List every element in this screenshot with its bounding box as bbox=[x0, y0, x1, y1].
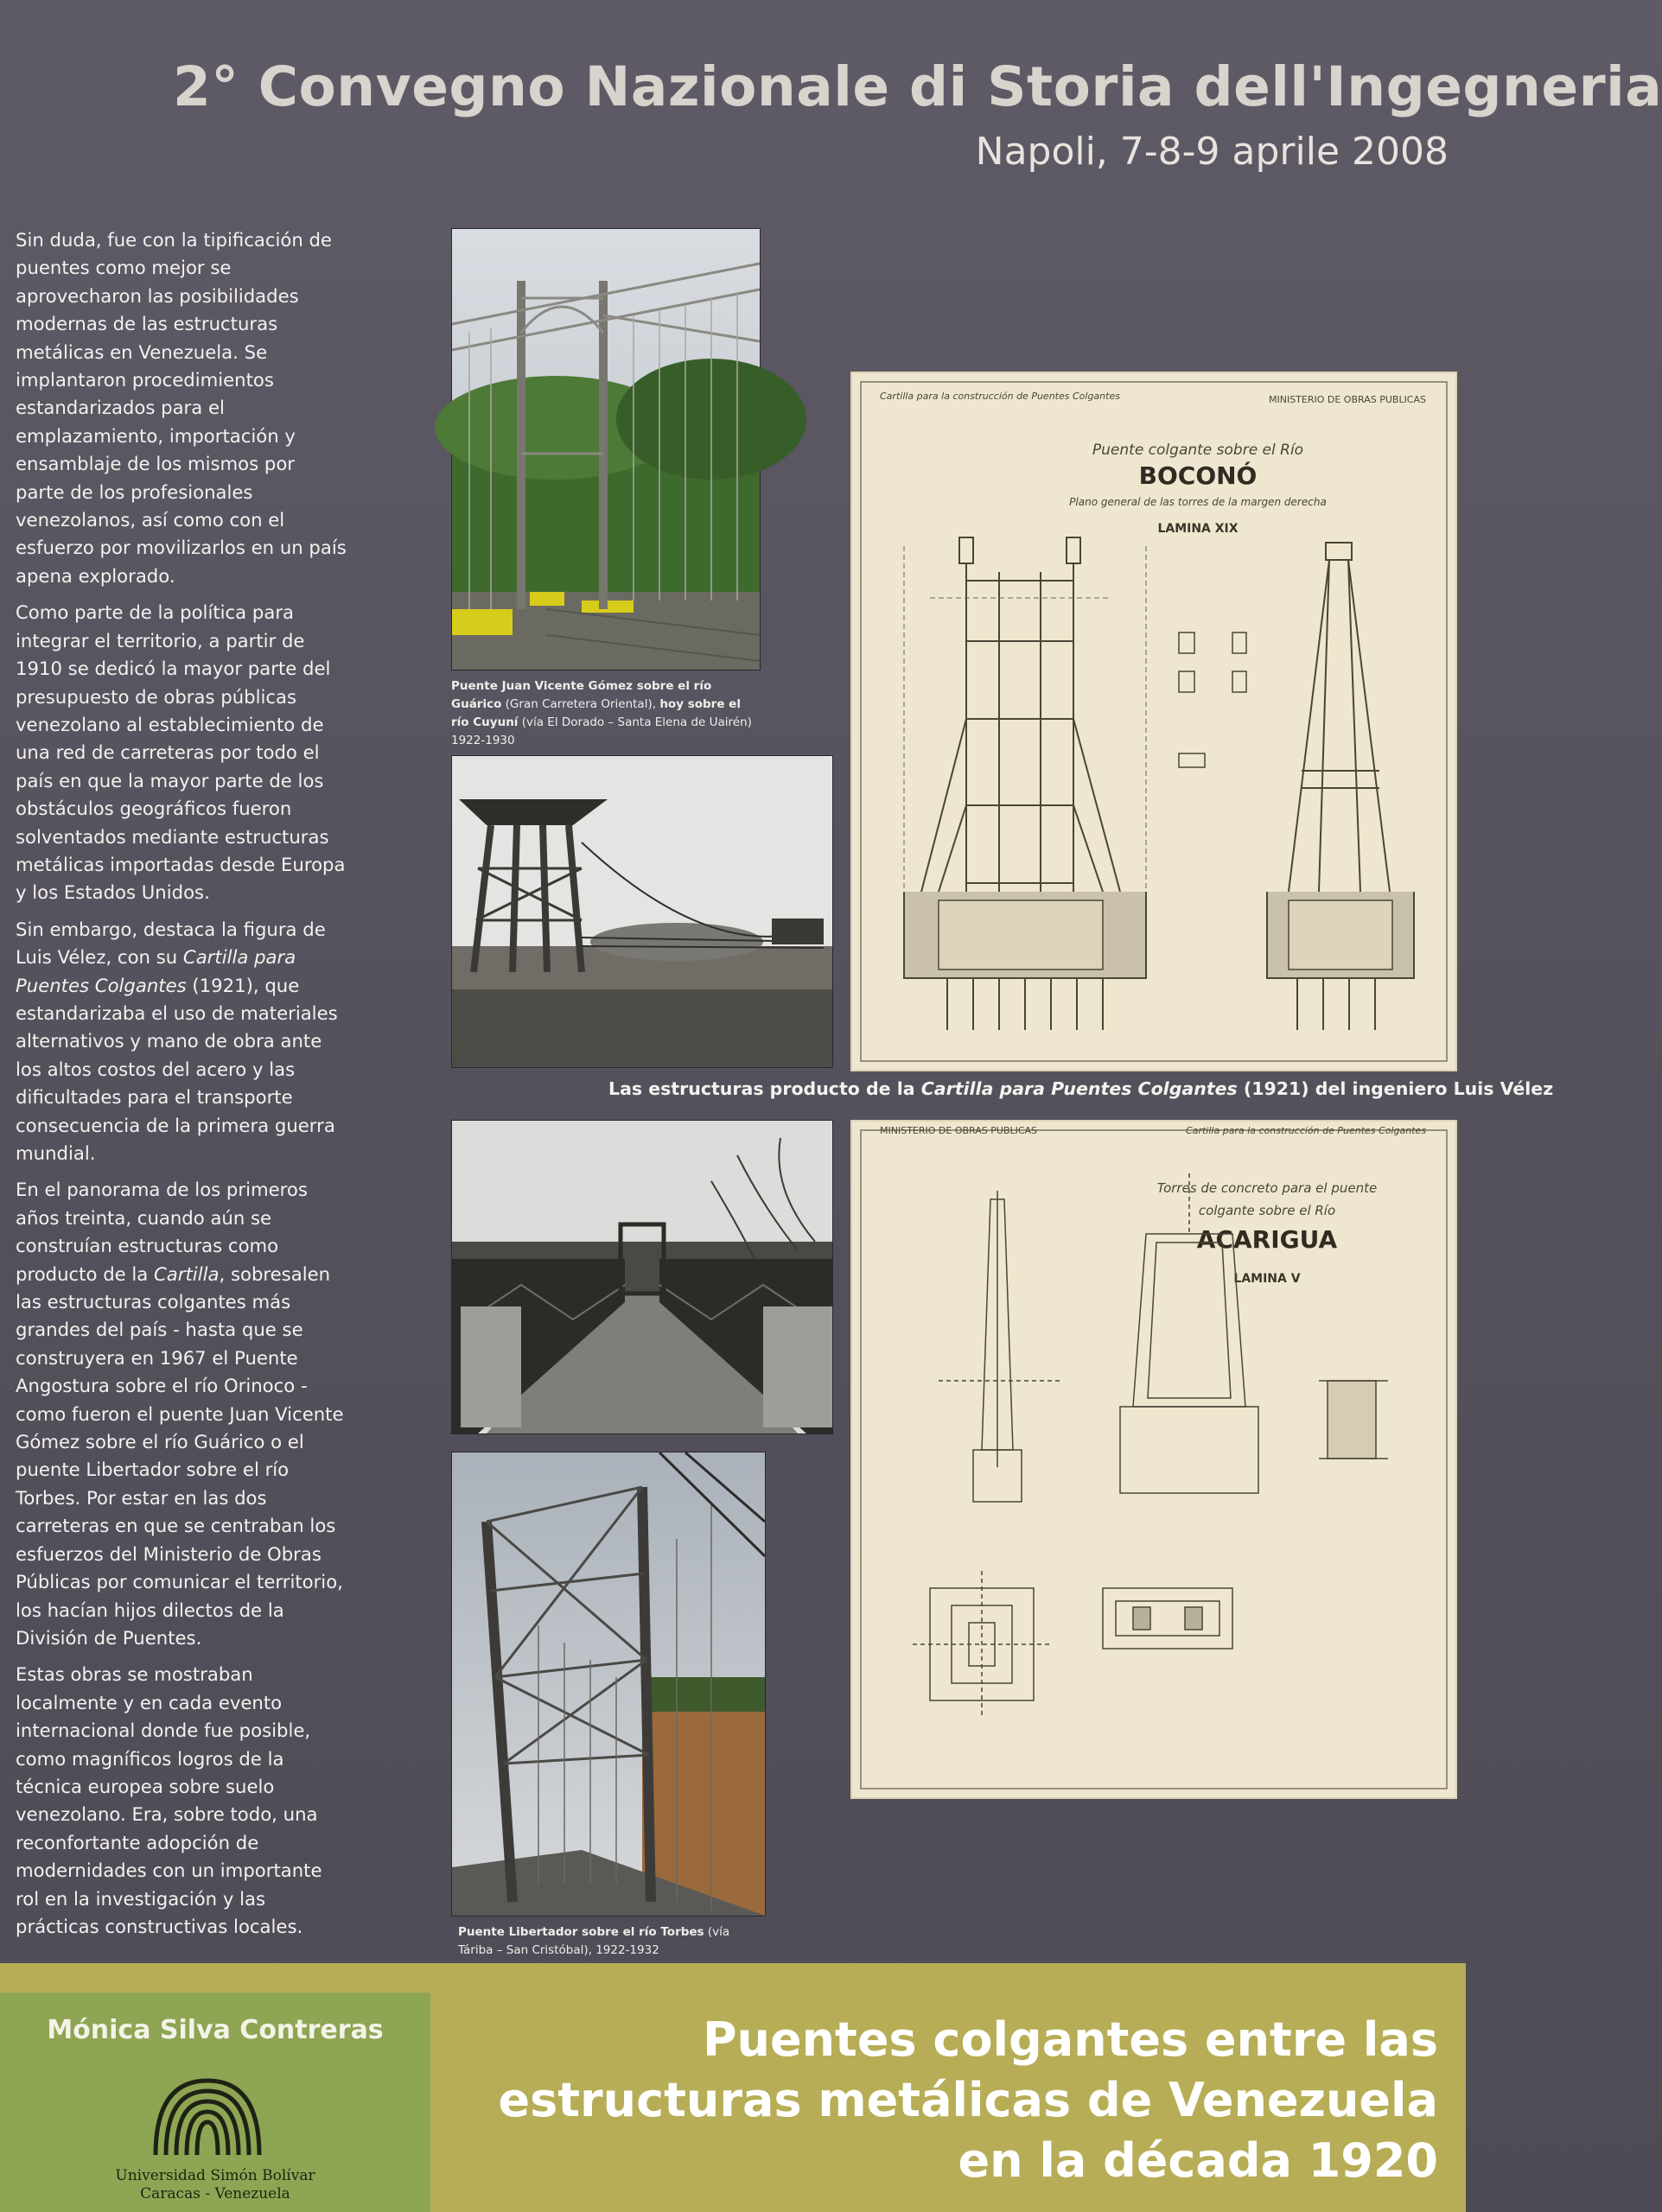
plan1-lamina: LAMINA XIX bbox=[1157, 522, 1239, 536]
photo-caption-juan-vicente-gomez: Puente Juan Vicente Gómez sobre el río Guárico (Gran Carretera Oriental), hoy sobre el río Cuyuní (vía El Dorado – Santa Elena de Uairén) 1922-1930 bbox=[451, 679, 752, 747]
plan1-header-left: Cartilla para la construcción de Puentes Colgantes bbox=[880, 391, 1120, 402]
author-name: Mónica Silva Contreras bbox=[47, 2015, 384, 2045]
university-logo-icon bbox=[150, 2075, 264, 2158]
paragraph-2: Como parte de la política para integrar el territorio, a partir de 1910 se dedicó la mayor parte del presupuesto de obras públicas venezolano al establecimiento de una red de carreteras por todo el país en que la mayor parte de los obstáculos geográficos fueron solventados mediante estructuras metálicas importadas desde Europa y los Estados Unidos. bbox=[16, 601, 346, 904]
conference-title: 2° Convegno Nazionale di Storia dell'Ingegneria bbox=[173, 55, 1662, 118]
conference-date-location: Napoli, 7-8-9 aprile 2008 bbox=[975, 130, 1449, 174]
photo-puente-libertador bbox=[451, 1452, 766, 1916]
photo-wooden-tower-bridge bbox=[451, 755, 833, 1068]
paragraph-1: Sin duda, fue con la tipificación de puentes como mejor se aprovecharon las posibilidades modernas de las estructuras metálicas en Venezuela. Se implantaron procedimientos estandarizados para el emplazamiento, importación y ensamblaje de los mismos por parte de los profesionales venezolanos, así como con el esfuerzo por movilizarlos en un país apena explorado. bbox=[16, 229, 347, 587]
plan2-header-left: MINISTERIO DE OBRAS PUBLICAS bbox=[880, 1125, 1038, 1136]
plan2-name: ACARIGUA bbox=[1196, 1225, 1338, 1254]
body-text bbox=[16, 226, 348, 1949]
plan2-line1: Torres de concreto para el puente bbox=[1156, 1180, 1378, 1196]
paragraph-5: Estas obras se mostraban localmente y en cada evento internacional donde fue posible, como magníficos logros de la técnica europea sobre suelo venezolano. Era, sobre todo, una reconfortante adopción de modernidades con un importante rol en la investigación y las prácticas constructivas locales. bbox=[16, 1663, 322, 1937]
plan1-line1: Puente colgante sobre el Río bbox=[1092, 442, 1304, 459]
plan-bocono bbox=[850, 372, 1457, 1071]
paragraph-3: Sin embargo, destaca la figura de Luis Vélez, con su Cartilla para Puentes Colgantes (1921), que estandarizaba el uso de materiales alternativos y mano de obra ante los altos costos del acero y las dificultades para el transporte consecuencia de la primera guerra mundial. bbox=[16, 918, 338, 1164]
photo-bridge-deck bbox=[451, 1120, 833, 1434]
university-name: Universidad Simón Bolívar Caracas - Venezuela bbox=[115, 2167, 315, 2202]
poster-title: Puentes colgantes entre las estructuras metálicas de Venezuela en la década 1920 bbox=[498, 2012, 1438, 2188]
plans-caption: Las estructuras producto de la Cartilla para Puentes Colgantes (1921) del ingeniero Luis Vélez bbox=[608, 1078, 1554, 1099]
paragraph-4: En el panorama de los primeros años treinta, cuando aún se construían estructuras como producto de la Cartilla, sobresalen las estructuras colgantes más grandes del país - hasta que se construyera en 1967 el Puente Angostura sobre el río Orinoco - como fueron el puente Juan Vicente Gómez sobre el río Guárico o el puente Libertador sobre el río Torbes. Por estar en las dos carreteras en que se centraban los esfuerzos del Ministerio de Obras Públicas por comunicar el territorio, los hacían hijos dilectos de la División de Puentes. bbox=[16, 1179, 344, 1649]
photo-caption-puente-libertador: Puente Libertador sobre el río Torbes (vía Táriba – San Cristóbal), 1922-1932 bbox=[458, 1925, 730, 1957]
plan2-lamina: LAMINA V bbox=[1233, 1272, 1301, 1286]
plan1-header-right: MINISTERIO DE OBRAS PUBLICAS bbox=[1268, 394, 1426, 405]
plan-acarigua bbox=[850, 1120, 1457, 1799]
plan1-name: BOCONÓ bbox=[1138, 461, 1258, 490]
plan2-header-right: Cartilla para la construcción de Puentes Colgantes bbox=[1186, 1125, 1426, 1136]
plan2-line2: colgante sobre el Río bbox=[1198, 1203, 1336, 1218]
photo-juan-vicente-gomez-bridge bbox=[451, 228, 761, 671]
plan1-line2: Plano general de las torres de la margen derecha bbox=[1069, 496, 1327, 508]
